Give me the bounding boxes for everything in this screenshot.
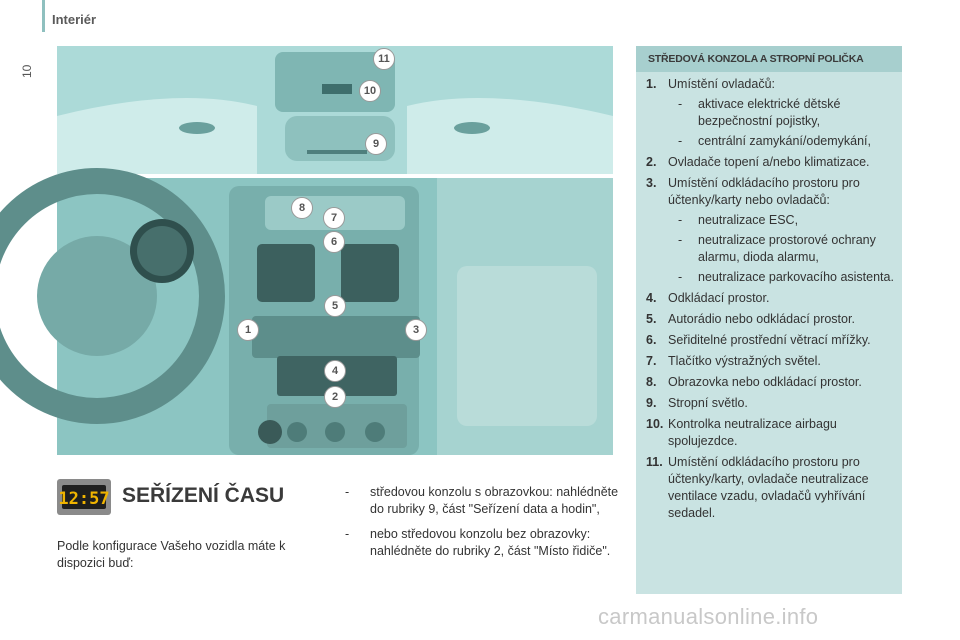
dash-glyph: - xyxy=(345,485,350,499)
item-number: 1. xyxy=(646,77,657,91)
panel-item xyxy=(646,374,898,391)
item-text: Obrazovka nebo odkládací prostor. xyxy=(668,375,862,389)
item-text: Seřiditelné prostřední větrací mřížky. xyxy=(668,333,871,347)
panel-title: STŘEDOVÁ KONZOLA A STROPNÍ POLIČKA xyxy=(636,46,902,72)
sub-item-text: neutralizace prostorové ochrany alarmu, dioda alarmu, xyxy=(698,233,876,264)
clock-face xyxy=(58,485,110,509)
item-number: 3. xyxy=(646,176,657,190)
panel-item xyxy=(646,353,898,370)
callout-9: 9 xyxy=(365,133,387,155)
item-number: 8. xyxy=(646,375,657,389)
callout-5: 5 xyxy=(324,295,346,317)
dash-glyph: - xyxy=(678,270,683,284)
panel-item xyxy=(646,454,898,522)
panel-item xyxy=(646,416,898,450)
page-number: 10 xyxy=(20,64,34,78)
option-list xyxy=(345,484,620,568)
intro-text: Podle konfigurace Vašeho vozidla máte k dispozici buď: xyxy=(57,539,286,570)
console-info-panel xyxy=(636,46,902,594)
panel-item xyxy=(646,290,898,307)
callout-1: 1 xyxy=(237,319,259,341)
dash-glyph: - xyxy=(678,233,683,247)
dash-glyph: - xyxy=(345,527,350,541)
callout-3: 3 xyxy=(405,319,427,341)
page-header-title: Interiér xyxy=(52,12,97,27)
watermark: carmanualsonline.info xyxy=(598,604,819,629)
option-item xyxy=(345,484,620,518)
sub-item xyxy=(668,232,898,266)
callout-8: 8 xyxy=(291,197,313,219)
header-accent-bar xyxy=(42,0,45,32)
item-number: 7. xyxy=(646,354,657,368)
dashboard-photo xyxy=(57,46,613,455)
item-text: Tlačítko výstražných světel. xyxy=(668,354,821,368)
callout-10: 10 xyxy=(359,80,381,102)
clock-digits: 12:57 xyxy=(58,489,110,509)
sub-item-text: centrální zamykání/odemykání, xyxy=(698,134,871,148)
panel-item xyxy=(646,395,898,412)
section-title: SEŘÍZENÍ ČASU xyxy=(122,484,285,507)
panel-item xyxy=(646,311,898,328)
option-item xyxy=(345,526,620,560)
sub-item-text: neutralizace ESC, xyxy=(698,213,799,227)
item-text: Ovladače topení a/nebo klimatizace. xyxy=(668,155,870,169)
clock-display-icon xyxy=(57,479,111,515)
option-text: středovou konzolu s obrazovkou: nahlédněte do rubriky 9, část "Seřízení data a hodin", xyxy=(370,485,619,516)
item-text: Umístění odkládacího prostoru pro účtenky/karty nebo ovladačů: xyxy=(668,176,860,207)
dash-glyph: - xyxy=(678,134,683,148)
sub-item xyxy=(668,212,898,229)
callout-7: 7 xyxy=(323,207,345,229)
sub-item-text: neutralizace parkovacího asistenta. xyxy=(698,270,894,284)
sub-item xyxy=(668,269,898,286)
callout-6: 6 xyxy=(323,231,345,253)
dash-glyph: - xyxy=(678,213,683,227)
item-number: 5. xyxy=(646,312,657,326)
panel-item xyxy=(646,175,898,286)
item-text: Stropní světlo. xyxy=(668,396,748,410)
item-text: Umístění ovladačů: xyxy=(668,77,775,91)
dash-glyph: - xyxy=(678,97,683,111)
callout-11: 11 xyxy=(373,48,395,70)
callout-4: 4 xyxy=(324,360,346,382)
item-number: 9. xyxy=(646,396,657,410)
item-number: 11. xyxy=(646,455,663,469)
item-text: Odkládací prostor. xyxy=(668,291,770,305)
item-number: 2. xyxy=(646,155,657,169)
item-number: 6. xyxy=(646,333,657,347)
sub-item-text: aktivace elektrické dětské bezpečnostní pojistky, xyxy=(698,97,841,128)
item-number: 10. xyxy=(646,417,664,431)
panel-item xyxy=(646,154,898,171)
sub-item xyxy=(668,133,898,150)
sub-item xyxy=(668,96,898,130)
item-text: Autorádio nebo odkládací prostor. xyxy=(668,312,855,326)
panel-item xyxy=(646,332,898,349)
item-text: Umístění odkládacího prostoru pro účtenky/karty, ovladače neutralizace ventilace vzadu, ovladačů vyhřívání sedadel. xyxy=(668,455,869,520)
panel-item-list xyxy=(646,76,898,526)
item-text: Kontrolka neutralizace airbagu spolujezdce. xyxy=(668,417,837,448)
option-text: nebo středovou konzolu bez obrazovky: nahlédněte do rubriky 2, část "Místo řidiče". xyxy=(370,527,611,558)
item-number: 4. xyxy=(646,291,657,305)
callout-2: 2 xyxy=(324,386,346,408)
panel-item xyxy=(646,76,898,150)
